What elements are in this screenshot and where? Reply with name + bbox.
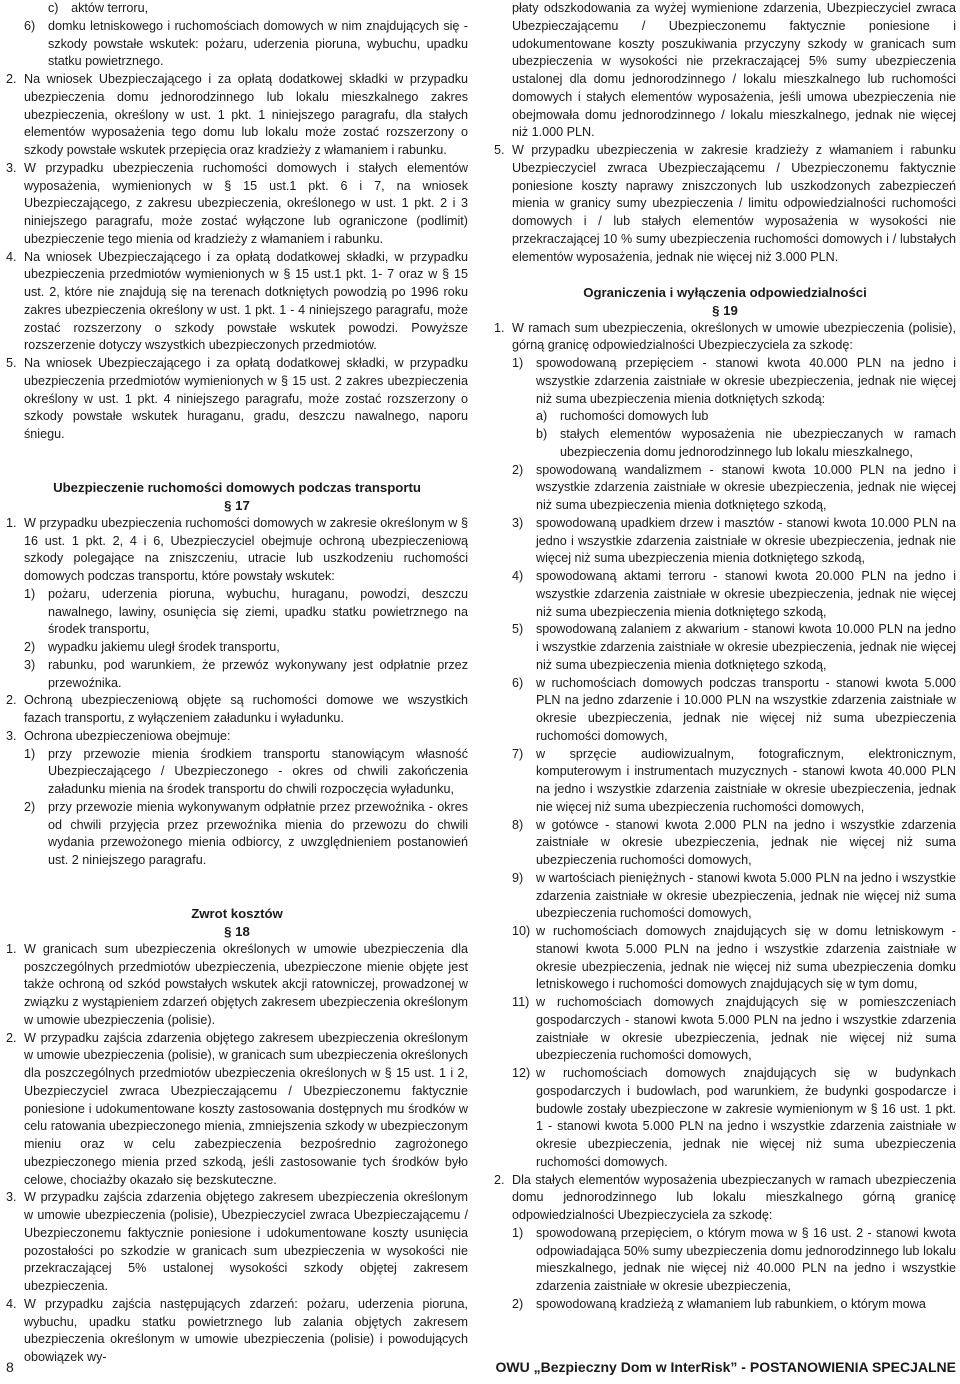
- list-item: [6, 941, 468, 1030]
- item-text: w gotówce - stanowi kwota 2.000 PLN na jedno i wszystkie zdarzenia zaistniałe w okresie ubezpieczenia, jednak nie więcej niż suma ubezpieczenia ruchomości domowych,: [536, 817, 956, 867]
- item-number: 1.: [494, 320, 505, 335]
- left-column: [6, 0, 468, 1367]
- item-text: ruchomości domowych lub: [560, 409, 709, 424]
- list-item: [494, 0, 956, 142]
- item-number: 5): [512, 622, 524, 637]
- list-item: [494, 994, 956, 1065]
- item-text: w ruchomościach domowych znajdujących się w domu letniskowym - stanowi kwota 5.000 PLN na jedno i wszystkie zdarzenia zaistniałe w okresie ubezpieczenia, jednak nie więcej niż suma ubezpieczenia domku letniskowego i ruchomości domowych znajdujących się w tym domu,: [536, 924, 956, 992]
- list-item: [6, 18, 468, 71]
- item-number: 5.: [6, 356, 17, 370]
- list-item: [6, 586, 468, 639]
- item-number: [494, 0, 512, 142]
- item-text: płaty odszkodowania za wyżej wymienione zdarzenia, Ubezpieczyciel zwraca Ubezpieczającemu / Ubezpieczonemu faktycznie poniesione i udokumentowane koszty poszukiwania przyczyny szkody w granicach sum ubezpieczenia w wysokości nie przekraczającej 5% sumy ubezpieczenia ustalonej dla domu jednorodzinnego / lokalu mieszkalnego lub ruchomości domowych i stałych elementów wyposażenia, jeśli umowa ubezpieczenia nie obejmowała domu jednorodzinnego / lokalu mieszkalnego, jednak nie więcej niż 1.000 PLN.: [512, 1, 956, 140]
- item-text: w sprzęcie audiowizualnym, fotograficznym, elektronicznym, komputerowym i instrumentach muzycznych - stanowi kwota 40.000 PLN na jedno i wszystkie zdarzenia zaistniałe w okresie ubezpieczenia, jednak nie więcej niż suma ubezpieczenia ruchomości domowych,: [536, 746, 956, 814]
- section-19-title: Ograniczenia i wyłączenia odpowiedzialności: [583, 285, 867, 300]
- item-text: w ruchomościach domowych znajdujących się w pomieszczeniach gospodarczych - stanowi kwota 5.000 PLN na jedno i wszystkie zdarzenia zaistniałe w okresie ubezpieczenia, jednak nie więcej niż suma ubezpieczenia ruchomości domowych,: [536, 995, 956, 1063]
- item-text: W granicach sum ubezpieczenia określonych w umowie ubezpieczenia dla poszczególnych przedmiotów ubezpieczenia, ubezpieczone mienie objęte jest także ochroną od szkód powstałych wskutek akcji ratowniczej, prowadzonej w związku z wystąpieniem zdarzeń objętych zakresem ubezpieczenia określonym w umowie ubezpieczenia (polisie).: [24, 941, 468, 1027]
- item-text: w wartościach pieniężnych - stanowi kwota 5.000 PLN na jedno i wszystkie zdarzenia zaistniałe w okresie ubezpieczenia, jednak nie więcej niż suma ubezpieczenia ruchomości domowych,: [536, 870, 956, 921]
- item-number: 6): [24, 18, 36, 33]
- list-item: [494, 515, 956, 568]
- item-text: spowodowaną kradzieżą z włamaniem lub rabunkiem, o którym mowa: [536, 1296, 926, 1311]
- item-text: Dla stałych elementów wyposażenia ubezpieczanych w ramach ubezpieczenia domu jednorodzinnego lub lokalu mieszkalnego górną granicę odpowiedzialności Ubezpieczyciela za szkodę:: [512, 1172, 956, 1222]
- item-number: 1.: [6, 515, 17, 530]
- item-text: stałych elementów wyposażenia nie ubezpieczanych w ramach ubezpieczenia domu jednorodzinnego lub lokalu mieszkalnego,: [560, 427, 956, 459]
- item-number: 4): [512, 569, 524, 583]
- item-number: 2): [512, 1296, 524, 1311]
- item-text: spowodowaną przepięciem, o którym mowa w § 16 ust. 2 - stanowi kwota odpowiadająca 50% sumy ubezpieczenia domu jednorodzinnego lub lokalu mieszkalnego, jednak nie więcej niż 40.000 PLN na jedno i wszystkie zdarzenia zaistniałe w okresie ubezpieczenia,: [536, 1225, 956, 1293]
- list-item: [494, 142, 956, 266]
- item-number: 3.: [6, 728, 17, 743]
- item-number: 2): [512, 462, 524, 477]
- item-text: Na wniosek Ubezpieczającego i za opłatą dodatkowej składki, w przypadku ubezpieczenia przedmiotów wymienionych w § 15 ust. 2 zakres ubezpieczenia określony w ust. 1 pkt. 4 niniejszego paragrafu, może zostać rozszerzony o szkody powstałe wskutek huraganu, gradu, deszczu nawalnego, naporu śniegu.: [24, 356, 468, 441]
- item-text: przy przewozie mienia środkiem transportu stanowiącym własność Ubezpieczającego / Ubezpieczonego - okres od chwili zakończenia załadunku mienia na środek transportu do chwili rozpoczęcia wyładunku,: [48, 746, 468, 796]
- section-18-number: § 18: [224, 924, 250, 939]
- item-number: 6): [512, 675, 524, 690]
- list-item: [494, 462, 956, 515]
- item-text: W przypadku ubezpieczenia ruchomości domowych w zakresie określonym w § 16 ust. 1 pkt. 2, 4 i 6, Ubezpieczyciel obejmuje ochroną ubezpieczeniową szkody polegające na zniszczeniu, utracie lub uszkodzeniu ruchomości domowych podczas transportu, które powstały wskutek:: [24, 515, 468, 583]
- page-number: 8: [6, 1359, 14, 1375]
- item-number: 3.: [6, 1190, 17, 1205]
- list-item: [6, 71, 468, 160]
- item-text: rabunku, pod warunkiem, że przewóz wykonywany jest odpłatnie przez przewoźnika.: [48, 657, 468, 690]
- right-column: [494, 0, 956, 1314]
- item-number: 4.: [6, 1296, 17, 1311]
- section-17-list: [6, 515, 468, 870]
- list-item: [494, 923, 956, 994]
- list-item: [494, 817, 956, 870]
- item-number: 10): [512, 924, 531, 938]
- item-text: spowodowaną aktami terroru - stanowi kwota 20.000 PLN na jedno i wszystkie zdarzenia zaistniałe w okresie ubezpieczenia, jednak nie więcej niż suma ubezpieczenia mienia dotkniętego szkodą,: [536, 569, 956, 619]
- list-item: [6, 728, 468, 746]
- list-item: [494, 568, 956, 621]
- item-text: W przypadku ubezpieczenia ruchomości domowych i stałych elementów wyposażenia, wymienionych w § 15 ust.1 pkt. 6 i 7, na wniosek Ubezpieczającego, z zakresu ubezpieczenia, określonego w ust. 1 pkt. 2 i 3 niniejszego paragrafu, może zostać wyłączone lub ograniczone (podlimit) ubezpieczenie tego mienia od kradzieży z włamaniem i rabunku.: [24, 160, 468, 246]
- list-item: [6, 1296, 468, 1367]
- list-item: [494, 675, 956, 746]
- item-number: 1): [512, 1225, 524, 1240]
- list-item: [6, 1030, 468, 1190]
- item-text: spowodowaną wandalizmem - stanowi kwota 10.000 PLN na jedno i wszystkie zdarzenia zaistniałe w okresie ubezpieczenia, jednak nie więcej niż suma ubezpieczenia mienia dotkniętego szkodą,: [536, 462, 956, 512]
- list-item: [6, 1189, 468, 1296]
- item-number: 8): [512, 817, 524, 832]
- item-text: Ochroną ubezpieczeniową objęte są ruchomości domowe we wszystkich fazach transportu, z wyłączeniem załadunku i wyładunku.: [24, 693, 468, 725]
- list-item: [494, 870, 956, 923]
- list-item: [494, 408, 956, 426]
- item-text: spowodowaną upadkiem drzew i masztów - stanowi kwota 10.000 PLN na jedno i wszystkie zdarzenia zaistniałe w okresie ubezpieczenia, jednak nie więcej niż suma ubezpieczenia mienia dotkniętego szkodą,: [536, 515, 956, 566]
- item-text: Na wniosek Ubezpieczającego i za opłatą dodatkowej składki w przypadku ubezpieczenia domu jednorodzinnego lub lokalu mieszkalnego zakres ubezpieczenia, określony w ust. 1 pkt. 1 niniejszego paragrafu, dla stałych elementów wyposażenia tego domu lub lokalu może zostać rozszerzony o szkody powstałe wskutek przepięcia oraz kradzieży z włamaniem i rabunku.: [24, 72, 468, 157]
- list-item: [494, 621, 956, 674]
- list-item: [6, 515, 468, 586]
- item-number: 2.: [6, 1030, 17, 1045]
- document-title: OWU „Bezpieczny Dom w InterRisk” - POSTANOWIENIA SPECJALNE: [495, 1359, 956, 1375]
- list-item: [6, 639, 468, 657]
- item-text: Ochrona ubezpieczeniowa obejmuje:: [24, 728, 231, 743]
- item-text: W przypadku zajścia zdarzenia objętego zakresem ubezpieczenia określonym w umowie ubezpieczenia (polisie), w granicach sum ubezpieczenia określonych dla poszczególnych przedmiotów ubezpieczenia określonych w § 15 ust. 1 i 2, Ubezpieczyciel zwraca Ubezpieczającemu / Ubezpieczonemu faktycznie poniesione i udokumentowane koszty zastosowania dostępnych mu środków w celu ratowania ubezpieczonego mienia, zmniejszenia szkody w ubezpieczonym mieniu oraz w celu zabezpieczenia bezpośrednio zagrożonego ubezpieczonego mienia przed szkodą, jeśli zastosowanie tych środków było celowe, chociażby okazało się bezskuteczne.: [24, 1030, 468, 1187]
- item-number: 3): [512, 515, 524, 530]
- section-17-title: Ubezpieczenie ruchomości domowych podczas transportu: [53, 480, 421, 496]
- page-footer: [0, 1359, 960, 1379]
- item-text: W przypadku zajścia następujących zdarzeń: pożaru, uderzenia pioruna, wybuchu, upadku statku powietrznego lub zalania objętych zakresem ubezpieczenia określonym w umowie ubezpieczenia (polisie) i powodujących obowiązek wy-: [24, 1296, 468, 1364]
- list-item: [6, 0, 468, 18]
- item-text: spowodowaną zalaniem z akwarium - stanowi kwota 10.000 PLN na jedno i wszystkie zdarzenia zaistniałe w okresie ubezpieczenia, jednak nie więcej niż suma ubezpieczenia mienia dotkniętego szkodą,: [536, 622, 956, 672]
- list-item: [6, 746, 468, 799]
- item-text: Na wniosek Ubezpieczającego i za opłatą dodatkowej składki, w przypadku ubezpieczenia przedmiotów wymienionych w § 15 ust.1 pkt. 1- 7 oraz w § 15 ust. 2, które nie znajdują się na terenach dotkniętych powodzią po 1996 roku zakres ubezpieczenia określony w ust. 1 pkt. 1 - 4 niniejszego paragrafu, może zostać rozszerzony o szkody powstałe wskutek powodzi. Powyższe rozszerzenie dotyczy wszystkich ubezpieczonych przedmiotów.: [24, 249, 468, 353]
- item-text: c) aktów terroru,: [48, 1, 149, 15]
- section-19-list: [494, 320, 956, 1314]
- item-number: 7): [512, 746, 524, 761]
- list-item: [6, 657, 468, 693]
- list-item: [6, 799, 468, 870]
- item-number: 2): [24, 640, 36, 654]
- item-text: spowodowaną przepięciem - stanowi kwota 40.000 PLN na jedno i wszystkie zdarzenia zaistniałe w okresie ubezpieczenia, jednak nie więcej niż suma ubezpieczenia mienia dotkniętych szkodą:: [536, 356, 956, 406]
- item-number: 12): [512, 1066, 531, 1080]
- list-item: [494, 426, 956, 462]
- right-intro-list: [494, 0, 956, 266]
- list-item: [6, 160, 468, 249]
- item-number: 1): [24, 586, 36, 601]
- item-number: a): [536, 409, 548, 424]
- item-number: 2.: [6, 72, 17, 86]
- item-number: 2): [24, 799, 36, 814]
- list-item: [6, 355, 468, 444]
- item-text: domku letniskowego i ruchomościach domowych w nim znajdujących się - szkody powstałe wskutek: pożaru, uderzenia pioruna, wybuchu, upadku statku powietrznego.: [48, 18, 468, 69]
- item-number: 3): [24, 657, 36, 672]
- item-number: 1.: [6, 941, 17, 956]
- item-number: 11): [512, 995, 530, 1009]
- item-number: 9): [512, 870, 524, 885]
- item-text: w ruchomościach domowych podczas transportu - stanowi kwota 5.000 PLN na jedno zdarzenie i 10.000 PLN na wszystkie zdarzenia zaistniałe w okresie ubezpieczenia, jednak nie więcej niż suma ubezpieczenia ruchomości domowych,: [536, 675, 956, 743]
- item-number: b): [536, 427, 548, 441]
- left-intro-list: [6, 0, 468, 444]
- list-item: [494, 1065, 956, 1172]
- item-number: 5.: [494, 143, 505, 157]
- list-item: [6, 249, 468, 356]
- item-text: W przypadku ubezpieczenia w zakresie kradzieży z włamaniem i rabunku Ubezpieczyciel zwraca Ubezpieczającemu / Ubezpieczonemu faktycznie poniesione koszty naprawy zniszczonych lub uszkodzonych zabezpieczeń mienia w granicy sumy ubezpieczenia / limitu odpowiedzialności ruchomości domowych i / lub stałych elementów wyposażenia w wysokości nie przekraczającej 10 % sumy ubezpieczenia ruchomości domowych i / lubstałych elementów wyposażenia, jednak nie więcej niż 3.000 PLN.: [512, 143, 956, 264]
- list-item: [6, 692, 468, 728]
- item-text: przy przewozie mienia wykonywanym odpłatnie przez przewoźnika - okres od chwili przyjęcia przez przewoźnika mienia do przewozu do chwili wydania przewożonego mienia odbiorcy, z uwzględnieniem postanowień ust. 2 niniejszego paragrafu.: [48, 799, 468, 867]
- item-number: 3.: [6, 160, 17, 175]
- section-18-list: [6, 941, 468, 1367]
- section-17-number: § 17: [224, 498, 250, 513]
- item-text: w ruchomościach domowych znajdujących się w budynkach gospodarczych i budowlach, pod warunkiem, że budynki gospodarcze i budowle zostały ubezpieczone w zakresie wymienionym w § 16 ust. 1 pkt. 1 - stanowi kwota 5.000 PLN na jedno i wszystkie zdarzenia zaistniałe w okresie ubezpieczenia, jednak nie więcej niż suma ubezpieczenia ruchomości domowych.: [536, 1066, 956, 1169]
- list-item: [494, 1225, 956, 1296]
- item-text: W przypadku zajścia zdarzenia objętego zakresem ubezpieczenia określonym w umowie ubezpieczenia (polisie), Ubezpieczyciel zwraca Ubezpieczającemu / Ubezpieczonemu faktycznie poniesione i udokumentowane koszty usunięcia pozostałości po szkodzie w granicach sum ubezpieczenia w wysokości nie przekraczającej 5% ustalonej wysokości szkody objętej zakresem ubezpieczenia.: [24, 1190, 468, 1293]
- list-item: [494, 746, 956, 817]
- list-item: [494, 355, 956, 408]
- item-text: wypadku jakiemu uległ środek transportu,: [48, 640, 280, 654]
- item-text: pożaru, uderzenia pioruna, wybuchu, huraganu, powodzi, deszczu nawalnego, lawiny, osunięcia się ziemi, upadku statku powietrznego na środek transportu,: [48, 586, 468, 637]
- list-item: [494, 1172, 956, 1225]
- list-item: [494, 320, 956, 356]
- item-number: 4.: [6, 249, 17, 264]
- item-number: 1): [512, 356, 524, 370]
- item-number: 1): [24, 746, 36, 761]
- item-number: [24, 0, 48, 18]
- section-19-number: § 19: [712, 302, 738, 318]
- list-item: [494, 1296, 956, 1314]
- item-text: W ramach sum ubezpieczenia, określonych w umowie ubezpieczenia (polisie), górną granicę odpowiedzialności Ubezpieczyciela za szkodę:: [512, 320, 956, 353]
- section-18-title: Zwrot kosztów: [191, 906, 283, 922]
- item-number: 2.: [6, 693, 17, 708]
- item-number: 2.: [494, 1172, 505, 1187]
